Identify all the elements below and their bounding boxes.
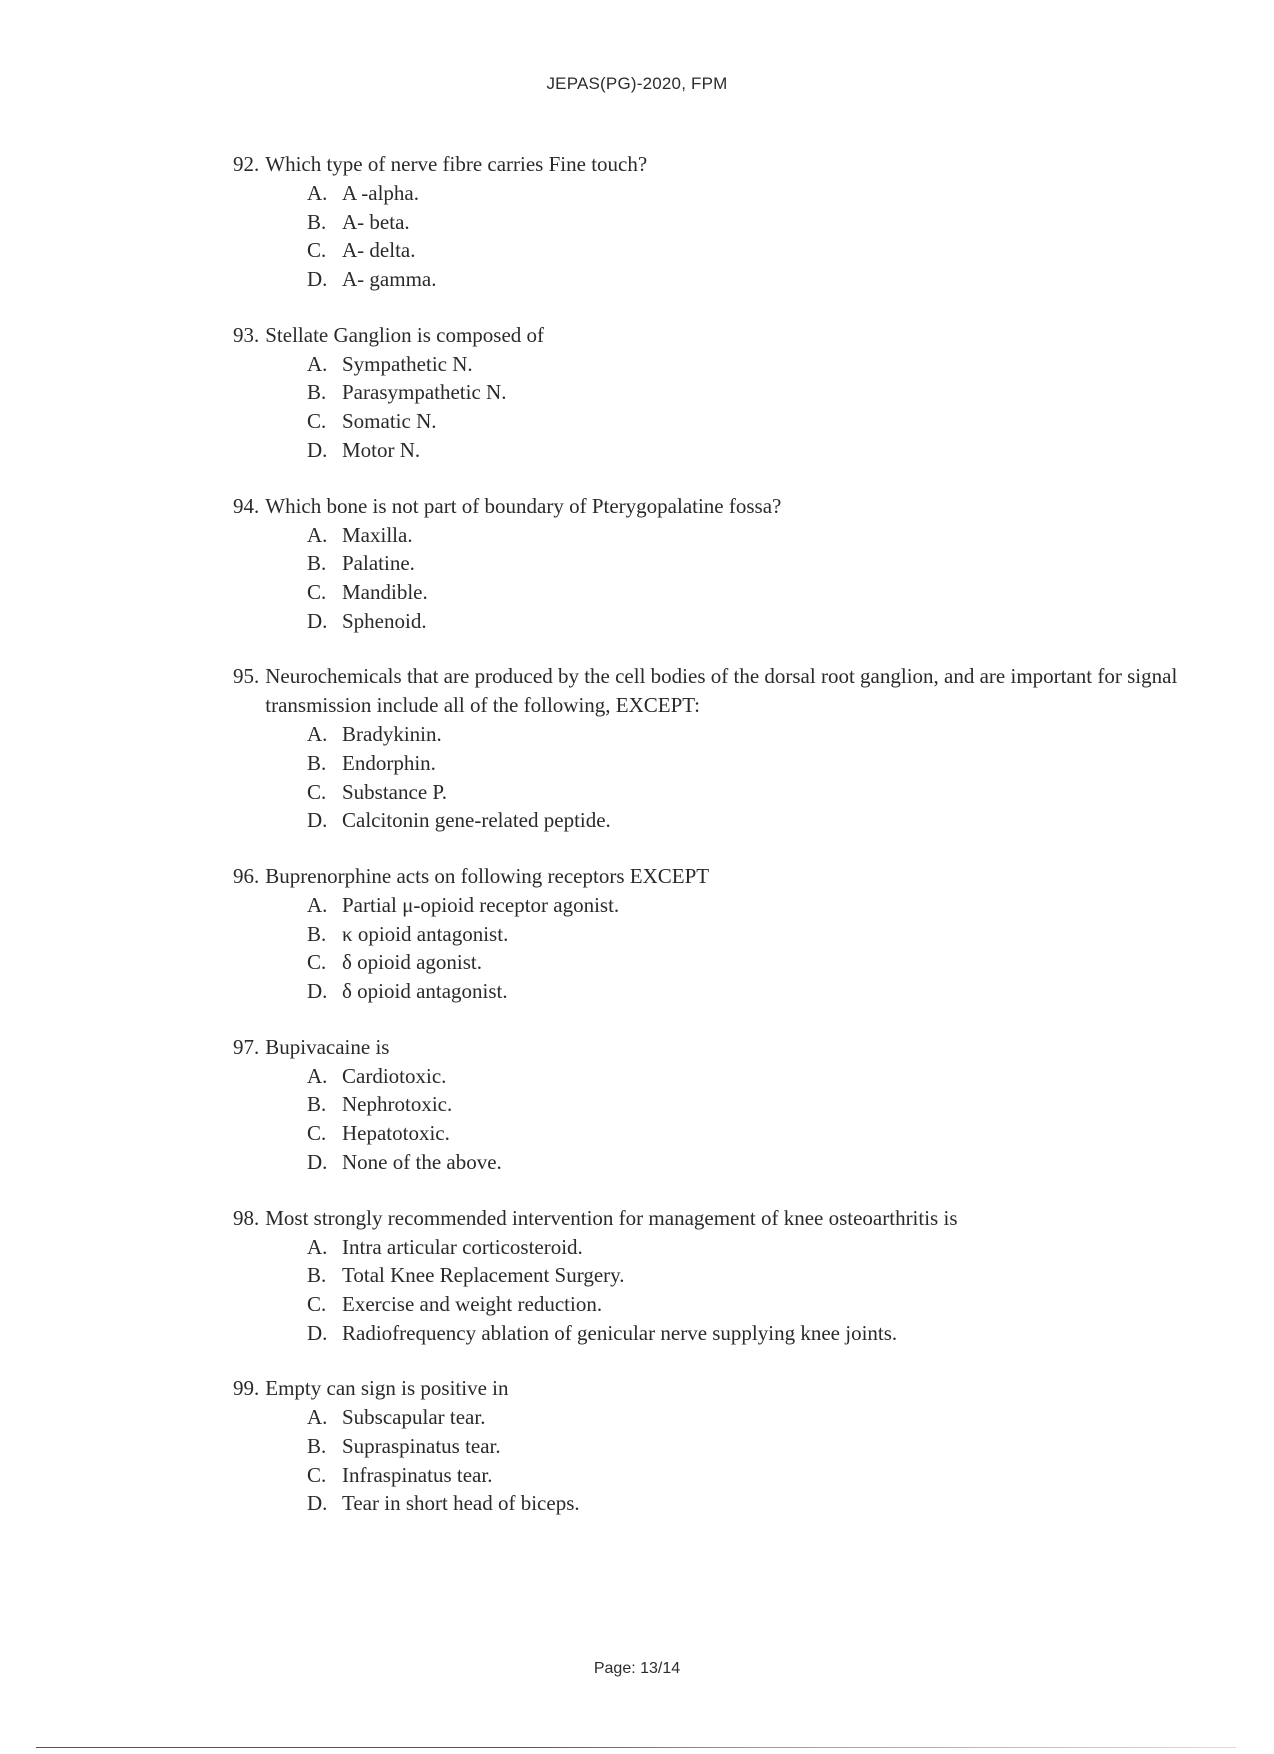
option-text: Exercise and weight reduction. — [342, 1291, 603, 1316]
option-label: D. — [307, 1491, 328, 1516]
question-text: Neurochemicals that are produced by the cell bodies of the dorsal root ganglion, and are important for signal transmission include all of the following, EXCEPT: — [265, 664, 1178, 718]
option-c — [307, 578, 1193, 607]
question-number: 99. — [233, 1376, 260, 1401]
option-text: A -alpha. — [342, 181, 419, 205]
question-98 — [233, 1204, 1193, 1348]
option-label: D. — [307, 1320, 328, 1345]
option-c — [307, 778, 1193, 807]
option-label: A. — [307, 181, 328, 205]
option-text: Hepatotoxic. — [342, 1121, 450, 1146]
question-92 — [233, 150, 1193, 294]
question-text: Bupivacaine is — [265, 1034, 390, 1059]
question-number: 97. — [233, 1034, 260, 1059]
option-label: A. — [307, 722, 328, 747]
option-a — [307, 179, 1193, 208]
option-label: B. — [307, 1092, 327, 1117]
option-label: B. — [307, 380, 327, 405]
option-b — [307, 1432, 1193, 1461]
option-label: A. — [307, 1063, 328, 1088]
option-label: C. — [307, 1291, 327, 1316]
question-number: 94. — [233, 493, 260, 518]
question-stem — [233, 1204, 1193, 1233]
option-text: Infraspinatus tear. — [342, 1462, 493, 1487]
question-list — [233, 150, 1193, 1545]
option-text: None of the above. — [342, 1149, 502, 1174]
option-label: C. — [307, 1121, 327, 1146]
option-d — [307, 265, 1193, 294]
option-label: C. — [307, 1462, 327, 1487]
option-label: D. — [307, 979, 328, 1004]
option-text: Motor N. — [342, 437, 421, 462]
question-97 — [233, 1033, 1193, 1177]
option-text: Subscapular tear. — [342, 1405, 486, 1430]
option-label: B. — [307, 1263, 327, 1288]
option-d — [307, 1489, 1193, 1518]
option-b — [307, 749, 1193, 778]
option-list — [233, 521, 1193, 636]
question-stem — [233, 662, 1193, 720]
option-label: D. — [307, 808, 328, 833]
question-text: Which bone is not part of boundary of Pterygopalatine fossa? — [265, 493, 782, 518]
option-b — [307, 1261, 1193, 1290]
page-header: JEPAS(PG)-2020, FPM — [546, 74, 728, 93]
option-text: Sympathetic N. — [342, 351, 473, 376]
option-c — [307, 236, 1193, 265]
option-label: A. — [307, 1234, 328, 1259]
option-b — [307, 378, 1193, 407]
option-text: δ opioid antagonist. — [342, 979, 508, 1004]
option-text: Tear in short head of biceps. — [342, 1491, 580, 1516]
option-label: B. — [307, 1433, 327, 1458]
question-text: Stellate Ganglion is composed of — [265, 322, 545, 347]
option-text: Mandible. — [342, 579, 428, 604]
option-text: Radiofrequency ablation of genicular nerve supplying knee joints. — [342, 1320, 898, 1345]
option-a — [307, 1233, 1193, 1262]
question-text: Buprenorphine acts on following receptors EXCEPT — [265, 864, 710, 888]
option-text: A- beta. — [342, 209, 410, 234]
option-a — [307, 891, 1193, 920]
option-text: Palatine. — [342, 551, 415, 576]
option-label: D. — [307, 608, 328, 633]
option-label: C. — [307, 409, 327, 434]
option-d — [307, 436, 1193, 465]
question-96 — [233, 862, 1193, 1006]
option-c — [307, 1119, 1193, 1148]
question-stem — [233, 492, 1193, 521]
option-label: D. — [307, 1149, 328, 1174]
option-d — [307, 1148, 1193, 1177]
option-label: D. — [307, 267, 328, 292]
option-text: Nephrotoxic. — [342, 1092, 453, 1117]
option-label: D. — [307, 437, 328, 462]
option-label: B. — [307, 551, 327, 576]
option-b — [307, 1090, 1193, 1119]
option-a — [307, 350, 1193, 379]
option-a — [307, 1062, 1193, 1091]
question-text: Most strongly recommended intervention for management of knee osteoarthritis is — [265, 1205, 958, 1230]
question-stem — [233, 321, 1193, 350]
option-text: Intra articular corticosteroid. — [342, 1234, 583, 1259]
option-list — [233, 891, 1193, 1006]
option-d — [307, 977, 1193, 1006]
question-number: 93. — [233, 322, 260, 347]
option-a — [307, 720, 1193, 749]
option-c — [307, 948, 1193, 977]
option-label: B. — [307, 209, 327, 234]
option-b — [307, 920, 1193, 949]
page-number: Page: 13/14 — [593, 1660, 681, 1677]
question-number: 98. — [233, 1205, 260, 1230]
option-list — [233, 1403, 1193, 1518]
option-label: A. — [307, 1405, 328, 1430]
option-text: Total Knee Replacement Surgery. — [342, 1263, 625, 1288]
option-label: B. — [307, 921, 327, 946]
question-number: 95. — [233, 664, 260, 689]
bottom-rule — [36, 1747, 1236, 1748]
option-a — [307, 1403, 1193, 1432]
question-93 — [233, 321, 1193, 465]
question-stem — [233, 862, 1193, 891]
option-text: Substance P. — [342, 779, 447, 804]
option-list — [233, 350, 1193, 465]
option-a — [307, 521, 1193, 550]
question-95 — [233, 662, 1193, 835]
option-c — [307, 1461, 1193, 1490]
option-text: Sphenoid. — [342, 608, 427, 633]
question-text: Empty can sign is positive in — [265, 1376, 509, 1401]
option-label: B. — [307, 750, 327, 775]
option-label: A. — [307, 522, 328, 547]
option-text: A- delta. — [342, 238, 416, 263]
option-text: Somatic N. — [342, 409, 437, 434]
question-94 — [233, 492, 1193, 636]
option-text: Bradykinin. — [342, 722, 442, 747]
option-text: κ opioid antagonist. — [342, 921, 509, 946]
question-text: Which type of nerve fibre carries Fine touch? — [265, 152, 648, 176]
option-text: Partial μ-opioid receptor agonist. — [342, 893, 620, 917]
option-list — [233, 720, 1193, 835]
question-stem — [233, 1374, 1193, 1403]
option-list — [233, 1233, 1193, 1348]
option-c — [307, 407, 1193, 436]
question-number: 92. — [233, 152, 260, 176]
option-text: Endorphin. — [342, 750, 436, 775]
option-d — [307, 806, 1193, 835]
option-text: Maxilla. — [342, 522, 413, 547]
option-text: Supraspinatus tear. — [342, 1433, 501, 1458]
option-c — [307, 1290, 1193, 1319]
option-b — [307, 208, 1193, 237]
option-text: Cardiotoxic. — [342, 1063, 447, 1088]
option-label: C. — [307, 238, 327, 263]
option-text: Calcitonin gene-related peptide. — [342, 808, 611, 833]
option-list — [233, 179, 1193, 294]
option-label: A. — [307, 351, 328, 376]
question-stem — [233, 150, 1193, 179]
option-label: C. — [307, 779, 327, 804]
option-label: C. — [307, 950, 327, 975]
option-list — [233, 1062, 1193, 1177]
option-text: A- gamma. — [342, 267, 437, 292]
option-b — [307, 549, 1193, 578]
option-d — [307, 607, 1193, 636]
option-text: δ opioid agonist. — [342, 950, 482, 975]
option-label: A. — [307, 893, 328, 917]
option-d — [307, 1319, 1193, 1348]
question-stem — [233, 1033, 1193, 1062]
option-text: Parasympathetic N. — [342, 380, 507, 405]
option-label: C. — [307, 579, 327, 604]
question-number: 96. — [233, 864, 260, 888]
question-99 — [233, 1374, 1193, 1518]
